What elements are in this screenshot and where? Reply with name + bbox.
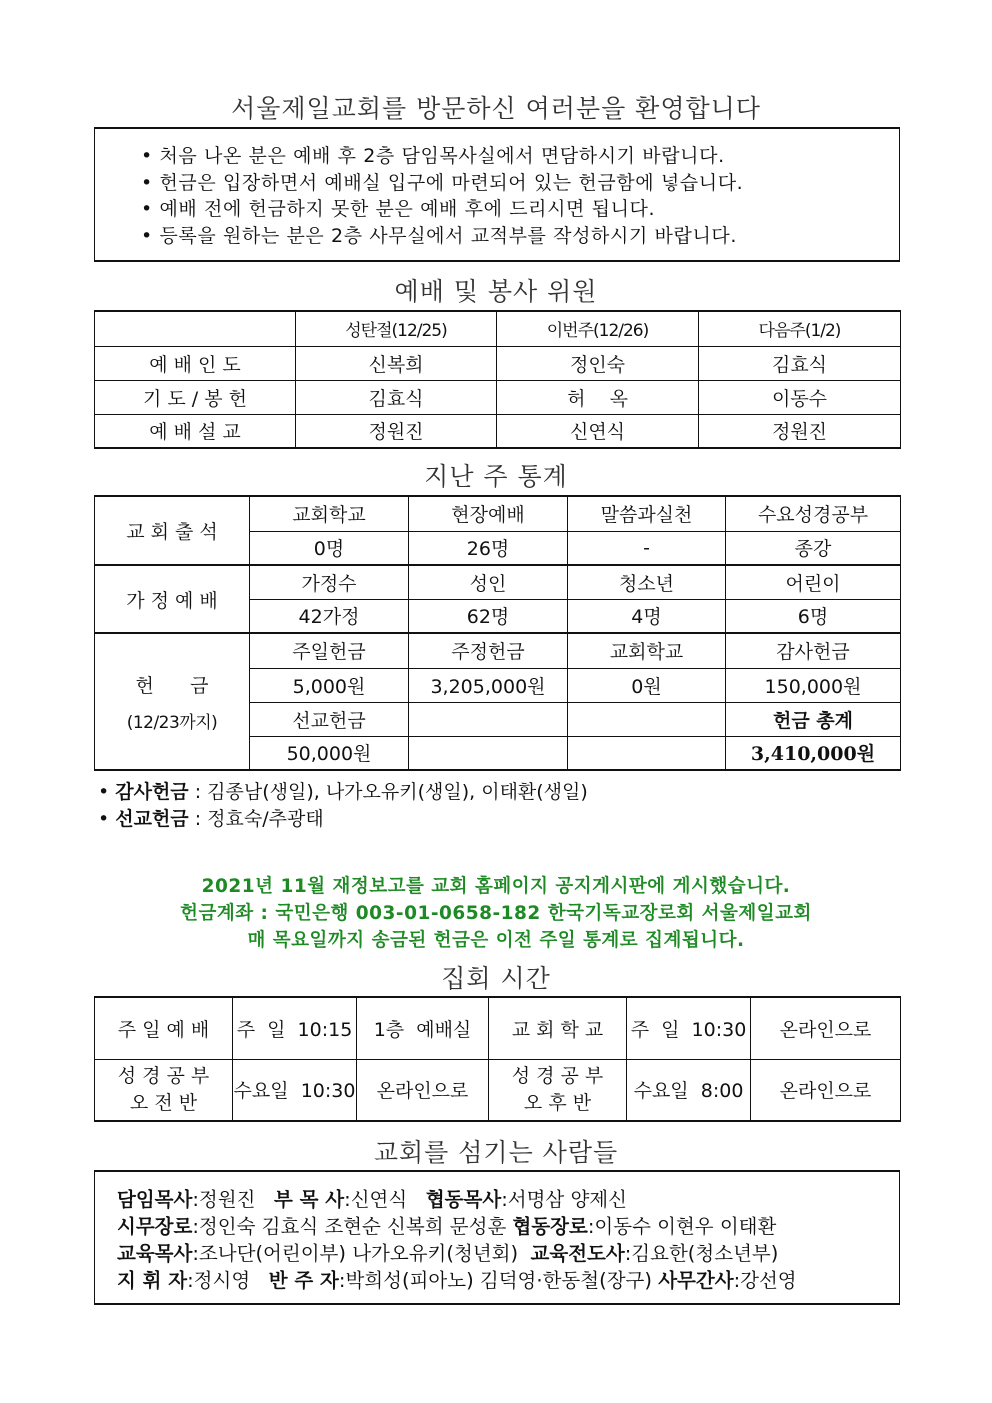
staff-line <box>117 1186 899 1213</box>
meeting-place: 온라인으로 <box>751 997 901 1059</box>
announcement-line: 2021년 11월 재정보고를 교회 홈페이지 공지게시판에 게시했습니다. <box>201 876 791 897</box>
table-cell: 50,000원 <box>250 736 409 770</box>
table-cell: 0명 <box>250 531 409 565</box>
note-mission: • 선교헌금 : 정효숙/추광태 <box>98 808 324 830</box>
staff-names: :김요한(청소년부) <box>624 1242 779 1265</box>
table-cell: 5,000원 <box>250 668 409 702</box>
meeting-name-text: 성 경 공 부 오 후 반 <box>511 1064 604 1114</box>
staff-names: :강선영 <box>733 1269 797 1292</box>
table-cell: - <box>568 531 726 565</box>
table-cell: 종강 <box>726 531 901 565</box>
table-cell: 이동수 <box>699 380 901 414</box>
table-cell: 26명 <box>409 531 568 565</box>
header-cell: 수요성경공부 <box>726 496 901 531</box>
meetings-table <box>94 996 901 1122</box>
stats-title: 지난 주 통계 <box>424 462 568 491</box>
header-cell: 성탄절(12/25) <box>296 311 497 346</box>
header-cell: 주정헌금 <box>409 633 568 668</box>
header-cell: 교회학교 <box>568 633 726 668</box>
announcement-line: 매 목요일까지 송금된 헌금은 이전 주일 통계로 집계됩니다. <box>247 930 745 951</box>
table-cell: 정원진 <box>699 414 901 448</box>
welcome-bullet: • 예배 전에 헌금하지 못한 분은 예배 후에 드리시면 됩니다. <box>141 198 656 220</box>
service-members-title: 예배 및 봉사 위원 <box>394 277 598 306</box>
family-label: 가 정 예 배 <box>95 565 250 633</box>
attendance-label: 교 회 출 석 <box>95 496 250 565</box>
table-cell: 김효식 <box>699 346 901 380</box>
meeting-place: 1층 예배실 <box>357 997 489 1059</box>
meeting-time: 수요일 10:30 <box>233 1059 357 1121</box>
note-thanks: • 감사헌금 : 김종남(생일), 나가오유키(생일), 이태환(생일) <box>98 781 588 803</box>
table-cell: 허 옥 <box>497 380 699 414</box>
table-cell: 3,205,000원 <box>409 668 568 702</box>
staff-names: :정시영 <box>187 1269 269 1292</box>
table-cell: 정원진 <box>296 414 497 448</box>
staff-box <box>94 1170 900 1305</box>
header-cell: 감사헌금 <box>726 633 901 668</box>
meeting-name-text: 성 경 공 부 오 전 반 <box>117 1064 210 1114</box>
header-cell: 현장예배 <box>409 496 568 531</box>
row-label: 예 배 설 교 <box>95 414 296 448</box>
meeting-time: 주 일 10:15 <box>233 997 357 1059</box>
staff-names: :서명삼 양제신 <box>501 1188 627 1211</box>
header-cell: 청소년 <box>568 565 726 599</box>
meeting-name: 교 회 학 교 <box>489 997 627 1059</box>
table-cell: 4명 <box>568 599 726 633</box>
service-members-table <box>94 310 901 449</box>
welcome-bullet: • 헌금은 입장하면서 예배실 입구에 마련되어 있는 헌금함에 넣습니다. <box>141 171 744 194</box>
table-cell: 신연식 <box>497 414 699 448</box>
staff-role: 시무장로 <box>117 1215 193 1238</box>
meeting-time: 수요일 8:00 <box>627 1059 751 1121</box>
staff-names: :정인숙 김효식 조현순 신복희 문성훈 <box>192 1215 513 1238</box>
offering-total-value: 3,410,000원 <box>726 736 901 770</box>
header-cell: 교회학교 <box>250 496 409 531</box>
table-cell: 62명 <box>409 599 568 633</box>
staff-names: :정원진 <box>192 1188 275 1211</box>
staff-line <box>117 1240 899 1267</box>
welcome-bullet: • 처음 나온 분은 예배 후 2층 담임목사실에서 면담하시기 바랍니다. <box>141 145 725 167</box>
staff-line <box>117 1213 899 1240</box>
staff-line <box>117 1267 899 1294</box>
staff-role: 부 목 사 <box>274 1188 345 1211</box>
header-cell: 다음주(1/2) <box>699 311 901 346</box>
staff-role: 지 휘 자 <box>117 1269 188 1292</box>
meeting-name <box>95 1059 233 1121</box>
staff-names: :조나단(어린이부) 나가오유키(청년회) <box>192 1242 531 1265</box>
offering-period: (12/23까지) <box>126 712 218 733</box>
header-cell: 가정수 <box>250 565 409 599</box>
staff-role: 사무간사 <box>658 1269 734 1292</box>
staff-names: :신연식 <box>344 1188 426 1211</box>
meeting-name <box>489 1059 627 1121</box>
table-cell: 6명 <box>726 599 901 633</box>
welcome-bullet: • 등록을 원하는 분은 2층 사무실에서 교적부를 작성하시기 바랍니다. <box>141 224 738 247</box>
staff-names: :박희성(피아노) 김덕영·한동철(장구) <box>338 1269 659 1292</box>
welcome-box <box>94 127 900 262</box>
table-cell <box>409 736 568 770</box>
staff-role: 담임목사 <box>117 1188 193 1211</box>
stats-table <box>94 495 901 771</box>
offering-total-label: 헌금 총계 <box>726 702 901 736</box>
announcement-line: 헌금계좌 : 국민은행 003-01-0658-182 한국기독교장로회 서울제일교회 <box>180 903 812 924</box>
row-label: 예 배 인 도 <box>95 346 296 380</box>
staff-title: 교회를 섬기는 사람들 <box>373 1138 619 1167</box>
table-cell: 42가정 <box>250 599 409 633</box>
header-cell <box>95 311 296 346</box>
header-cell: 이번주(12/26) <box>497 311 699 346</box>
meetings-title: 집회 시간 <box>441 964 551 993</box>
header-cell: 선교헌금 <box>250 702 409 736</box>
meeting-time: 주 일 10:30 <box>627 997 751 1059</box>
header-cell: 어린이 <box>726 565 901 599</box>
table-cell: 0원 <box>568 668 726 702</box>
table-cell: 정인숙 <box>497 346 699 380</box>
welcome-title: 서울제일교회를 방문하신 여러분을 환영합니다 <box>231 94 761 123</box>
staff-role: 협동장로 <box>512 1215 588 1238</box>
staff-role: 반 주 자 <box>268 1269 339 1292</box>
staff-names: :이동수 이현우 이태환 <box>587 1215 777 1238</box>
header-cell: 말씀과실천 <box>568 496 726 531</box>
offering-label <box>95 633 250 770</box>
table-cell <box>568 736 726 770</box>
table-cell <box>568 702 726 736</box>
row-label: 기 도 / 봉 헌 <box>95 380 296 414</box>
staff-role: 교육목사 <box>117 1242 193 1265</box>
meeting-place: 온라인으로 <box>357 1059 489 1121</box>
staff-role: 교육전도사 <box>530 1242 625 1265</box>
meeting-name: 주 일 예 배 <box>95 997 233 1059</box>
offering-label-text: 헌 금 <box>135 674 209 697</box>
table-cell: 신복희 <box>296 346 497 380</box>
header-cell: 성인 <box>409 565 568 599</box>
table-cell: 김효식 <box>296 380 497 414</box>
table-cell: 150,000원 <box>726 668 901 702</box>
table-cell <box>409 702 568 736</box>
staff-role: 협동목사 <box>425 1188 502 1211</box>
meeting-place: 온라인으로 <box>751 1059 901 1121</box>
header-cell: 주일헌금 <box>250 633 409 668</box>
